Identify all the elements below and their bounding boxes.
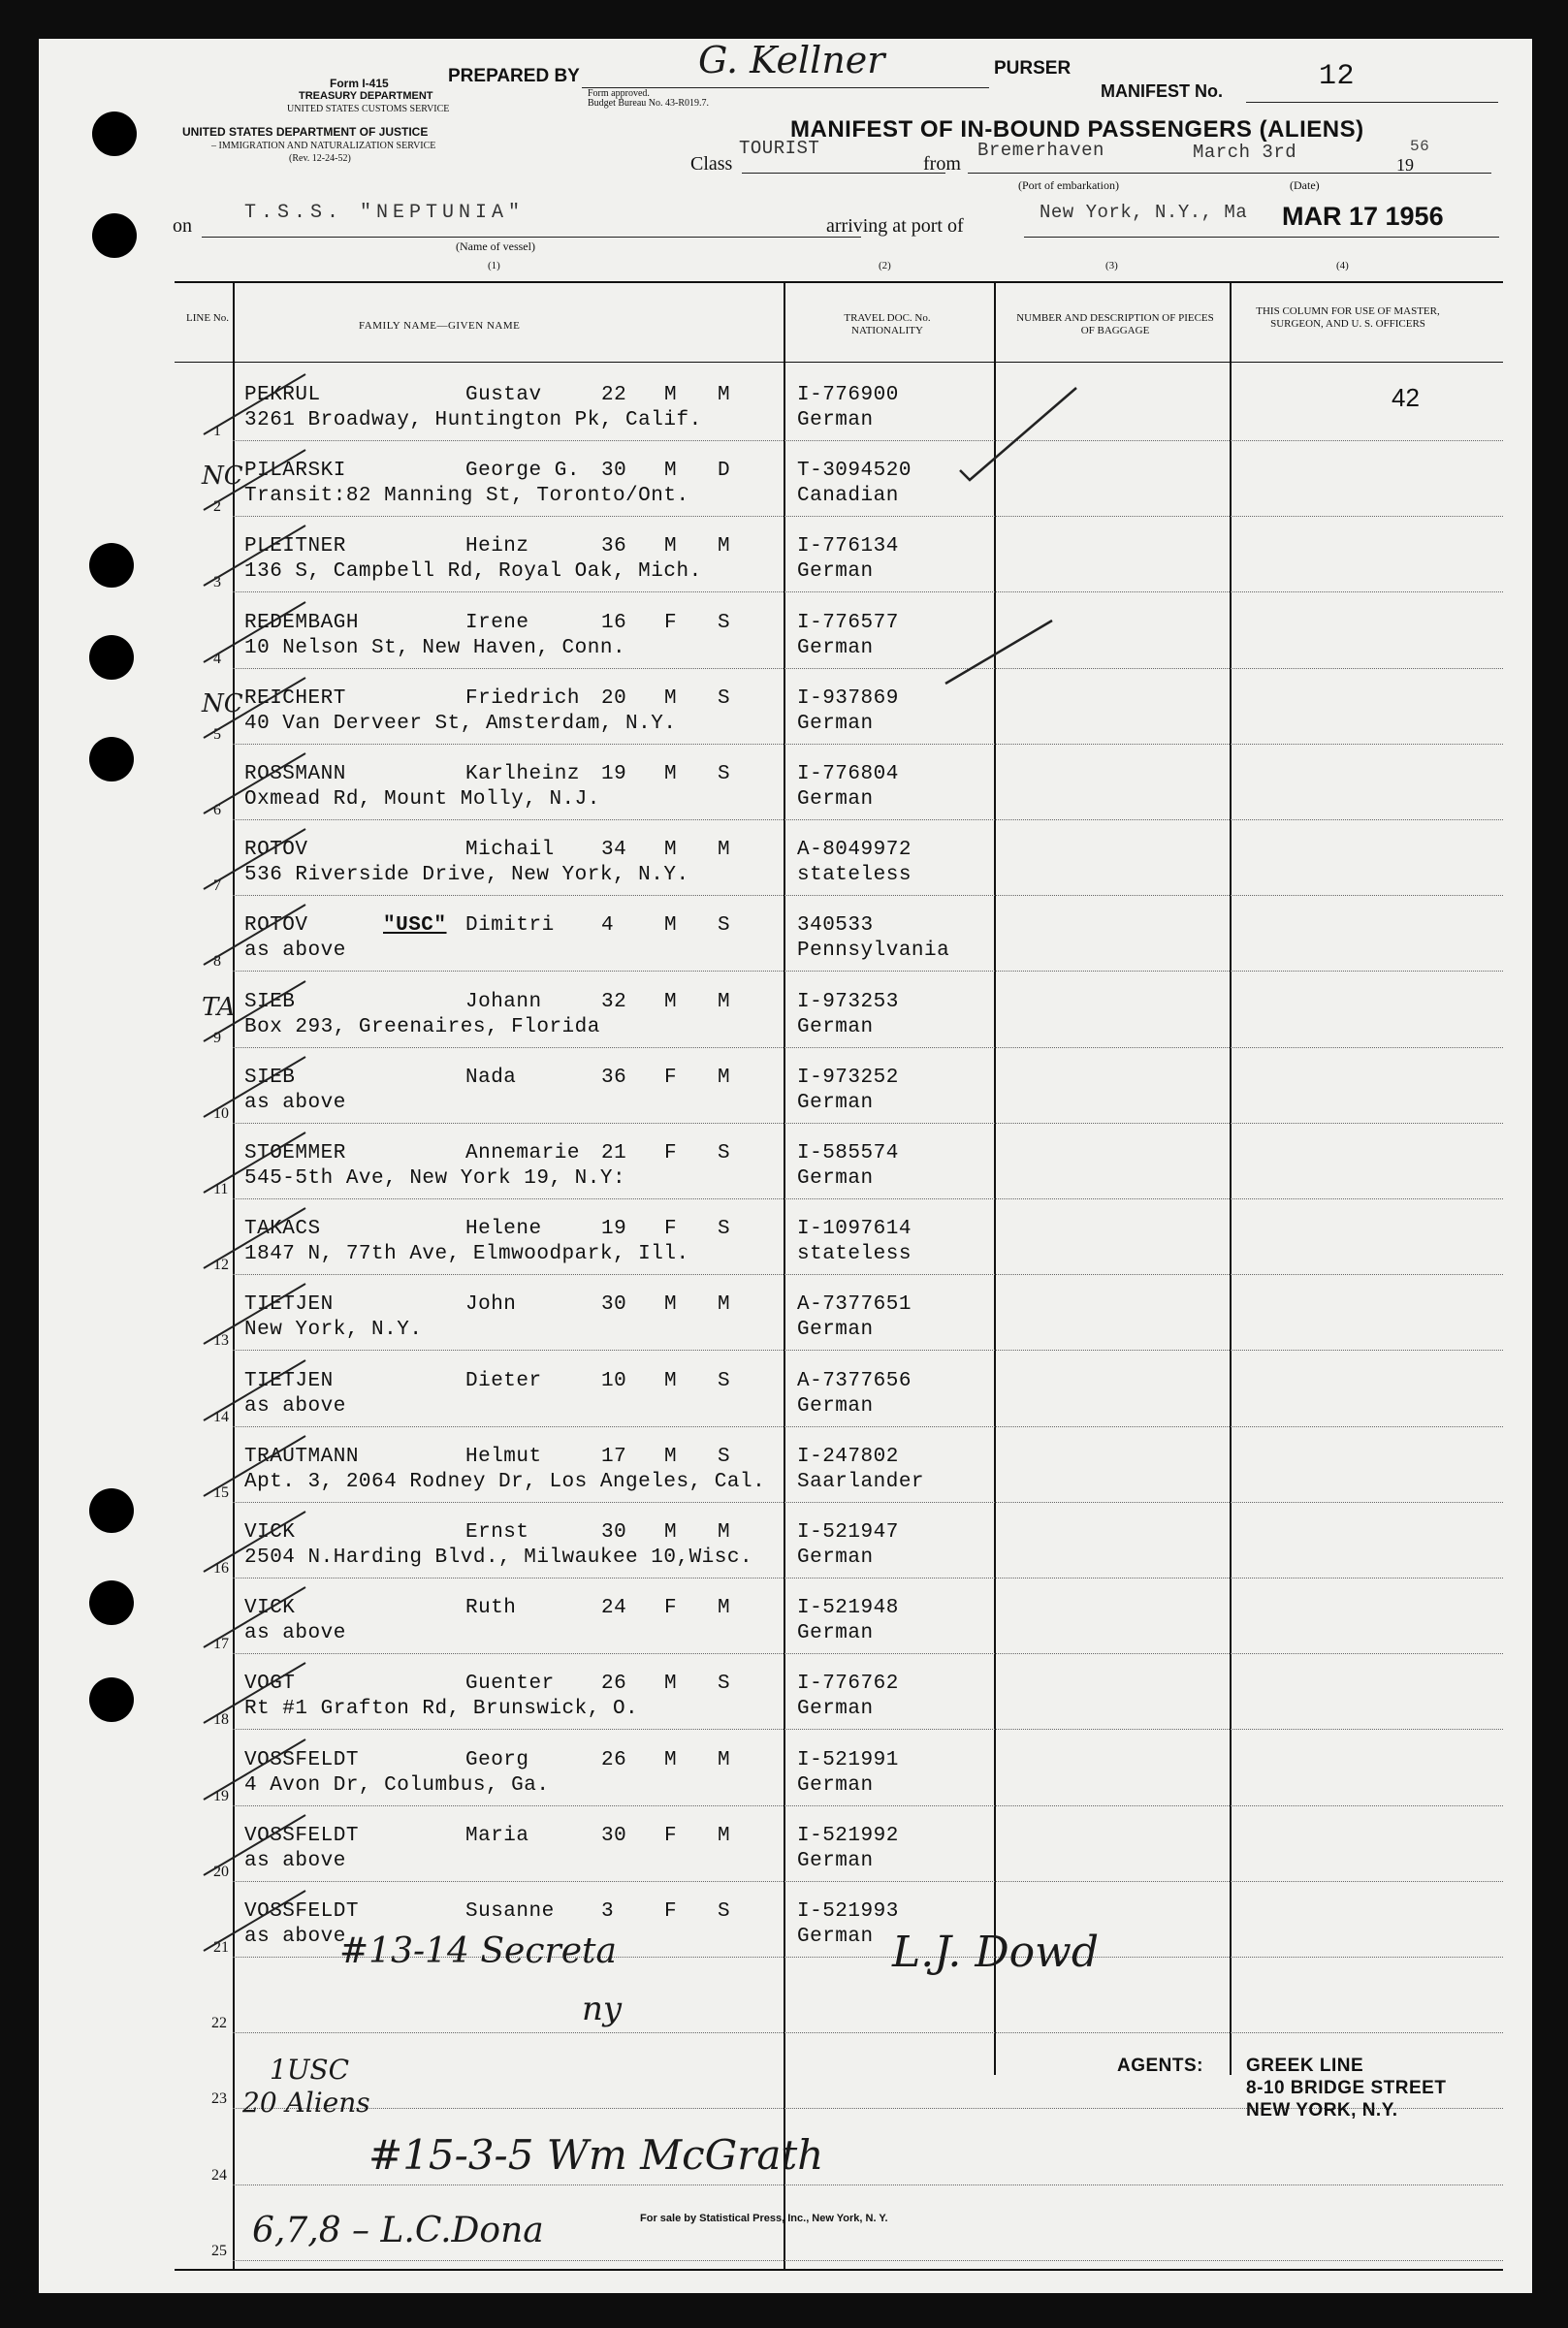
- line-number: 18: [213, 1711, 229, 1729]
- agents-line: GREEK LINE: [1246, 2056, 1364, 2076]
- travel-doc-number: I-973253: [797, 990, 899, 1013]
- line-number: 1: [213, 423, 221, 439]
- line-number: 13: [213, 1332, 229, 1350]
- nationality: German: [797, 1015, 874, 1038]
- family-name: TRAUTMANN: [244, 1445, 359, 1468]
- given-name: Michail: [465, 839, 555, 862]
- customs-label: UNITED STATES CUSTOMS SERVICE: [287, 104, 450, 114]
- address: as above: [244, 1849, 346, 1872]
- marital-status: S: [718, 1142, 731, 1164]
- arrival-port-value: New York, N.Y., Ma: [1040, 202, 1248, 223]
- age: 17: [601, 1445, 627, 1468]
- age: 20: [601, 686, 627, 710]
- family-name: VOSSFELDT: [244, 1748, 359, 1771]
- form-id: Form I-415: [330, 77, 389, 90]
- given-name: Dimitri: [465, 914, 555, 938]
- hand-note-aliens: 20 Aliens: [242, 2087, 370, 2119]
- age: 4: [601, 914, 615, 938]
- family-name: REDEMBAGH: [244, 611, 359, 634]
- travel-doc-number: I-776762: [797, 1673, 899, 1696]
- marital-status: S: [718, 1445, 731, 1468]
- col-header-travel-doc: TRAVEL DOC. No. NATIONALITY: [844, 312, 931, 336]
- sex: M: [664, 1521, 678, 1544]
- address: as above: [244, 1926, 346, 1948]
- age: 19: [601, 763, 627, 785]
- family-name: SIEB: [244, 1066, 296, 1089]
- prepared-by-label: PREPARED BY: [448, 66, 580, 86]
- line-number: 23: [211, 2090, 227, 2108]
- address: 3261 Broadway, Huntington Pk, Calif.: [244, 409, 702, 431]
- sex: F: [664, 1218, 678, 1241]
- nationality: Saarlander: [797, 1470, 925, 1493]
- given-name: Heinz: [465, 535, 529, 558]
- family-name: VICK: [244, 1521, 296, 1544]
- nationality: German: [797, 788, 874, 811]
- travel-doc-number: I-521948: [797, 1597, 899, 1620]
- nationality: German: [797, 1622, 874, 1645]
- nationality: German: [797, 636, 874, 659]
- age: 10: [601, 1369, 627, 1392]
- marital-status: M: [718, 839, 731, 862]
- family-name: ROTOV: [244, 839, 308, 862]
- line-number: 25: [211, 2242, 227, 2259]
- family-name: SIEB: [244, 990, 296, 1013]
- sex: M: [664, 686, 678, 710]
- address: Apt. 3, 2064 Rodney Dr, Los Angeles, Cal.: [244, 1470, 766, 1493]
- ins-label: – IMMIGRATION AND NATURALIZATION SERVICE: [211, 141, 436, 151]
- given-name: Karlheinz: [465, 763, 580, 785]
- sex: M: [664, 1369, 678, 1392]
- address: Transit:82 Manning St, Toronto/Ont.: [244, 485, 689, 508]
- marital-status: S: [718, 1900, 731, 1923]
- line-number: 22: [211, 2015, 227, 2032]
- address: as above: [244, 940, 346, 963]
- travel-doc-number: I-937869: [797, 686, 899, 710]
- col-header-name: FAMILY NAME—GIVEN NAME: [359, 320, 521, 332]
- marital-status: S: [718, 1218, 731, 1241]
- manifest-no-value: 12: [1319, 60, 1356, 93]
- travel-doc-number: A-7377656: [797, 1369, 912, 1392]
- date-value: March 3rd: [1193, 142, 1297, 163]
- line-number: 19: [213, 1787, 229, 1804]
- family-name: TIETJEN: [244, 1293, 334, 1317]
- given-name: Annemarie: [465, 1142, 580, 1164]
- travel-doc-number: I-776804: [797, 763, 899, 785]
- line-number: 16: [213, 1560, 229, 1577]
- agents-line: NEW YORK, N.Y.: [1246, 2100, 1398, 2121]
- family-name: TIETJEN: [244, 1369, 334, 1392]
- age: 19: [601, 1218, 627, 1241]
- hand-note-bottom: #15-3-5 Wm McGrath: [368, 2131, 824, 2179]
- age: 30: [601, 1521, 627, 1544]
- nationality: stateless: [797, 1243, 912, 1266]
- family-name: VOSSFELDT: [244, 1824, 359, 1847]
- sex: M: [664, 384, 678, 406]
- given-name: George G.: [465, 460, 580, 483]
- age: 30: [601, 1293, 627, 1317]
- nationality: German: [797, 712, 874, 735]
- hand-note-bottom-left: 6,7,8 – L.C.Dona: [252, 2211, 544, 2250]
- vessel-value: T.S.S. "NEPTUNIA": [244, 202, 526, 224]
- marital-status: D: [718, 460, 731, 483]
- caption-number: (1): [488, 260, 500, 271]
- budget-bureau-label: Budget Bureau No. 43-R019.7.: [588, 98, 709, 109]
- class-label: Class: [690, 153, 733, 175]
- age: 36: [601, 535, 627, 558]
- form-approved-label: Form approved.: [588, 88, 650, 99]
- marital-status: M: [718, 990, 731, 1013]
- line-number: 24: [211, 2166, 227, 2184]
- sex: M: [664, 460, 678, 483]
- given-name: Georg: [465, 1748, 529, 1771]
- given-name: Susanne: [465, 1900, 555, 1923]
- address: 4 Avon Dr, Columbus, Ga.: [244, 1773, 550, 1797]
- family-name: ROSSMANN: [244, 763, 346, 785]
- family-name: VOSSFELDT: [244, 1900, 359, 1923]
- age: 22: [601, 384, 627, 406]
- sex: M: [664, 1673, 678, 1696]
- sex: F: [664, 1142, 678, 1164]
- family-name: TAKACS: [244, 1218, 321, 1241]
- travel-doc-number: I-247802: [797, 1445, 899, 1468]
- nationality: German: [797, 1319, 874, 1342]
- given-name: Johann: [465, 990, 542, 1013]
- marital-status: M: [718, 1597, 731, 1620]
- marital-status: S: [718, 1673, 731, 1696]
- given-name: Maria: [465, 1824, 529, 1847]
- sex: M: [664, 914, 678, 938]
- nationality: Pennsylvania: [797, 940, 950, 963]
- address: 545-5th Ave, New York 19, N.Y:: [244, 1167, 626, 1190]
- travel-doc-number: A-8049972: [797, 839, 912, 862]
- line-number: 7: [213, 877, 221, 895]
- address: as above: [244, 1394, 346, 1418]
- marital-status: M: [718, 1066, 731, 1089]
- travel-doc-number: A-7377651: [797, 1293, 912, 1317]
- line-number: 9: [213, 1029, 221, 1046]
- nationality: German: [797, 1926, 874, 1948]
- line-number: 8: [213, 953, 221, 971]
- handwritten-annotation: NC: [202, 688, 243, 718]
- line-number: 6: [213, 802, 221, 818]
- officers-note: 42: [1392, 383, 1420, 412]
- line-number: 15: [213, 1483, 229, 1501]
- sex: M: [664, 1445, 678, 1468]
- address: as above: [244, 1091, 346, 1114]
- from-label: from: [923, 153, 961, 175]
- justice-label: UNITED STATES DEPARTMENT OF JUSTICE: [182, 125, 429, 139]
- age: 24: [601, 1597, 627, 1620]
- manifest-page: [39, 39, 1532, 2293]
- age: 16: [601, 611, 627, 634]
- nationality: stateless: [797, 864, 912, 887]
- address: 40 Van Derveer St, Amsterdam, N.Y.: [244, 712, 677, 735]
- hand-note-usc: 1USC: [270, 2054, 350, 2086]
- nationality: German: [797, 560, 874, 584]
- nationality: German: [797, 1394, 874, 1418]
- sex: F: [664, 611, 678, 634]
- nationality: German: [797, 1547, 874, 1569]
- age: 3: [601, 1900, 615, 1923]
- from-value: Bremerhaven: [977, 140, 1104, 161]
- arriving-label: arriving at port of: [826, 215, 964, 237]
- nationality: Canadian: [797, 485, 899, 508]
- col-header-officers: THIS COLUMN FOR USE OF MASTER, SURGEON, AND U. S. OFFICERS: [1256, 305, 1440, 330]
- sex: M: [664, 1748, 678, 1771]
- age: 26: [601, 1748, 627, 1771]
- marital-status: M: [718, 1293, 731, 1317]
- purser-label: PURSER: [994, 58, 1072, 79]
- treasury-label: TREASURY DEPARTMENT: [299, 90, 433, 102]
- age: 32: [601, 990, 627, 1013]
- sex: F: [664, 1824, 678, 1847]
- travel-doc-number: I-973252: [797, 1066, 899, 1089]
- check-mark-icon: [960, 388, 1076, 480]
- hand-note-file: #13-14 Secreta: [339, 1931, 617, 1971]
- travel-doc-number: I-776577: [797, 611, 899, 634]
- given-name: Gustav: [465, 384, 542, 406]
- address: Oxmead Rd, Mount Molly, N.J.: [244, 788, 600, 811]
- agents-label: AGENTS:: [1117, 2056, 1203, 2076]
- caption-number: (4): [1336, 260, 1349, 271]
- family-name: STOEMMER: [244, 1142, 346, 1164]
- line-number: 10: [213, 1104, 229, 1122]
- given-name: Helmut: [465, 1445, 542, 1468]
- sex: F: [664, 1597, 678, 1620]
- officer-signature: L.J. Dowd: [892, 1928, 1099, 1977]
- class-value: TOURIST: [739, 138, 820, 159]
- address: 136 S, Campbell Rd, Royal Oak, Mich.: [244, 560, 702, 584]
- marital-status: S: [718, 686, 731, 710]
- check-mark-icon: [945, 621, 1052, 684]
- col-header-baggage: NUMBER AND DESCRIPTION OF PIECES OF BAGGAGE: [1016, 312, 1214, 336]
- line-number: 11: [213, 1181, 229, 1197]
- rev-label: (Rev. 12-24-52): [289, 153, 351, 164]
- given-name: Guenter: [465, 1673, 555, 1696]
- travel-doc-number: I-521993: [797, 1900, 899, 1923]
- family-name: REICHERT: [244, 686, 346, 710]
- line-number: 14: [213, 1408, 229, 1425]
- family-name: VOGT: [244, 1673, 296, 1696]
- marital-status: M: [718, 1824, 731, 1847]
- age: 21: [601, 1142, 627, 1164]
- address: New York, N.Y.: [244, 1319, 423, 1342]
- address: 1847 N, 77th Ave, Elmwoodpark, Ill.: [244, 1243, 689, 1266]
- sex: F: [664, 1066, 678, 1089]
- given-name: Ruth: [465, 1597, 517, 1620]
- travel-doc-number: I-776900: [797, 384, 899, 406]
- travel-doc-number: I-585574: [797, 1142, 899, 1164]
- nationality: German: [797, 1773, 874, 1797]
- marital-status: S: [718, 611, 731, 634]
- travel-doc-number: I-521992: [797, 1824, 899, 1847]
- caption-number: (3): [1105, 260, 1118, 271]
- caption-number: (2): [879, 260, 891, 271]
- nationality: German: [797, 1698, 874, 1721]
- marital-status: M: [718, 535, 731, 558]
- arrival-date-stamp: MAR 17 1956: [1282, 202, 1444, 231]
- sex: M: [664, 535, 678, 558]
- nationality: German: [797, 1091, 874, 1114]
- date-caption: (Date): [1290, 178, 1320, 192]
- year-value: 56: [1410, 138, 1430, 155]
- nationality: German: [797, 1849, 874, 1872]
- printer-credit: For sale by Statistical Press, Inc., New York, N. Y.: [640, 2213, 888, 2224]
- travel-doc-number: I-521947: [797, 1521, 899, 1544]
- sex: M: [664, 1293, 678, 1317]
- sex: M: [664, 839, 678, 862]
- line-number: 5: [213, 725, 221, 743]
- line-number: 21: [213, 1939, 229, 1956]
- sex: M: [664, 990, 678, 1013]
- address: 2504 N.Harding Blvd., Milwaukee 10,Wisc.: [244, 1547, 753, 1569]
- address: as above: [244, 1622, 346, 1645]
- given-name: Helene: [465, 1218, 542, 1241]
- marital-status: S: [718, 763, 731, 785]
- handwritten-annotation: TA: [202, 992, 236, 1022]
- address: 10 Nelson St, New Haven, Conn.: [244, 636, 626, 659]
- given-name: John: [465, 1293, 517, 1317]
- year-prefix: 19: [1396, 155, 1414, 175]
- manifest-no-label: MANIFEST No.: [1101, 81, 1223, 101]
- family-name: PEKRUL: [244, 384, 321, 406]
- family-name: PLEITNER: [244, 535, 346, 558]
- usc-mark: "USC": [383, 914, 447, 938]
- marital-status: M: [718, 1748, 731, 1771]
- agents-line: 8-10 BRIDGE STREET: [1246, 2078, 1447, 2098]
- handwritten-annotation: NC: [202, 462, 243, 492]
- nationality: German: [797, 1167, 874, 1190]
- age: 30: [601, 1824, 627, 1847]
- on-label: on: [173, 215, 192, 237]
- travel-doc-number: I-521991: [797, 1748, 899, 1771]
- family-name: ROTOV: [244, 914, 308, 938]
- address: 536 Riverside Drive, New York, N.Y.: [244, 864, 689, 887]
- travel-doc-number: I-1097614: [797, 1218, 912, 1241]
- travel-doc-number: 340533: [797, 914, 874, 938]
- line-number: 12: [213, 1257, 229, 1274]
- marital-status: M: [718, 1521, 731, 1544]
- address: Box 293, Greenaires, Florida: [244, 1015, 600, 1038]
- given-name: Dieter: [465, 1369, 542, 1392]
- marital-status: M: [718, 384, 731, 406]
- age: 34: [601, 839, 627, 862]
- family-name: PILARSKI: [244, 460, 346, 483]
- marital-status: S: [718, 914, 731, 938]
- nationality: German: [797, 409, 874, 431]
- address: Rt #1 Grafton Rd, Brunswick, O.: [244, 1698, 639, 1721]
- vessel-caption: (Name of vessel): [456, 239, 535, 253]
- travel-doc-number: T-3094520: [797, 460, 912, 483]
- age: 30: [601, 460, 627, 483]
- marital-status: S: [718, 1369, 731, 1392]
- family-name: VICK: [244, 1597, 296, 1620]
- line-number: 2: [213, 498, 221, 516]
- age: 26: [601, 1673, 627, 1696]
- prepared-by-signature: G. Kellner: [698, 39, 885, 81]
- col-header-line-no: LINE No.: [186, 312, 229, 324]
- sex: M: [664, 763, 678, 785]
- given-name: Ernst: [465, 1521, 529, 1544]
- sex: F: [664, 1900, 678, 1923]
- age: 36: [601, 1066, 627, 1089]
- line-number: 3: [213, 574, 221, 591]
- manifest-title: MANIFEST OF IN-BOUND PASSENGERS (ALIENS): [790, 116, 1364, 143]
- line-number: 20: [213, 1863, 229, 1880]
- pencil-marks: [39, 39, 1532, 2293]
- line-number: 17: [213, 1636, 229, 1653]
- given-name: Irene: [465, 611, 529, 634]
- travel-doc-number: I-776134: [797, 535, 899, 558]
- hand-note-ny: ny: [582, 1990, 623, 2028]
- line-number: 4: [213, 650, 221, 667]
- given-name: Nada: [465, 1066, 517, 1089]
- port-caption: (Port of embarkation): [1018, 178, 1119, 192]
- given-name: Friedrich: [465, 686, 580, 710]
